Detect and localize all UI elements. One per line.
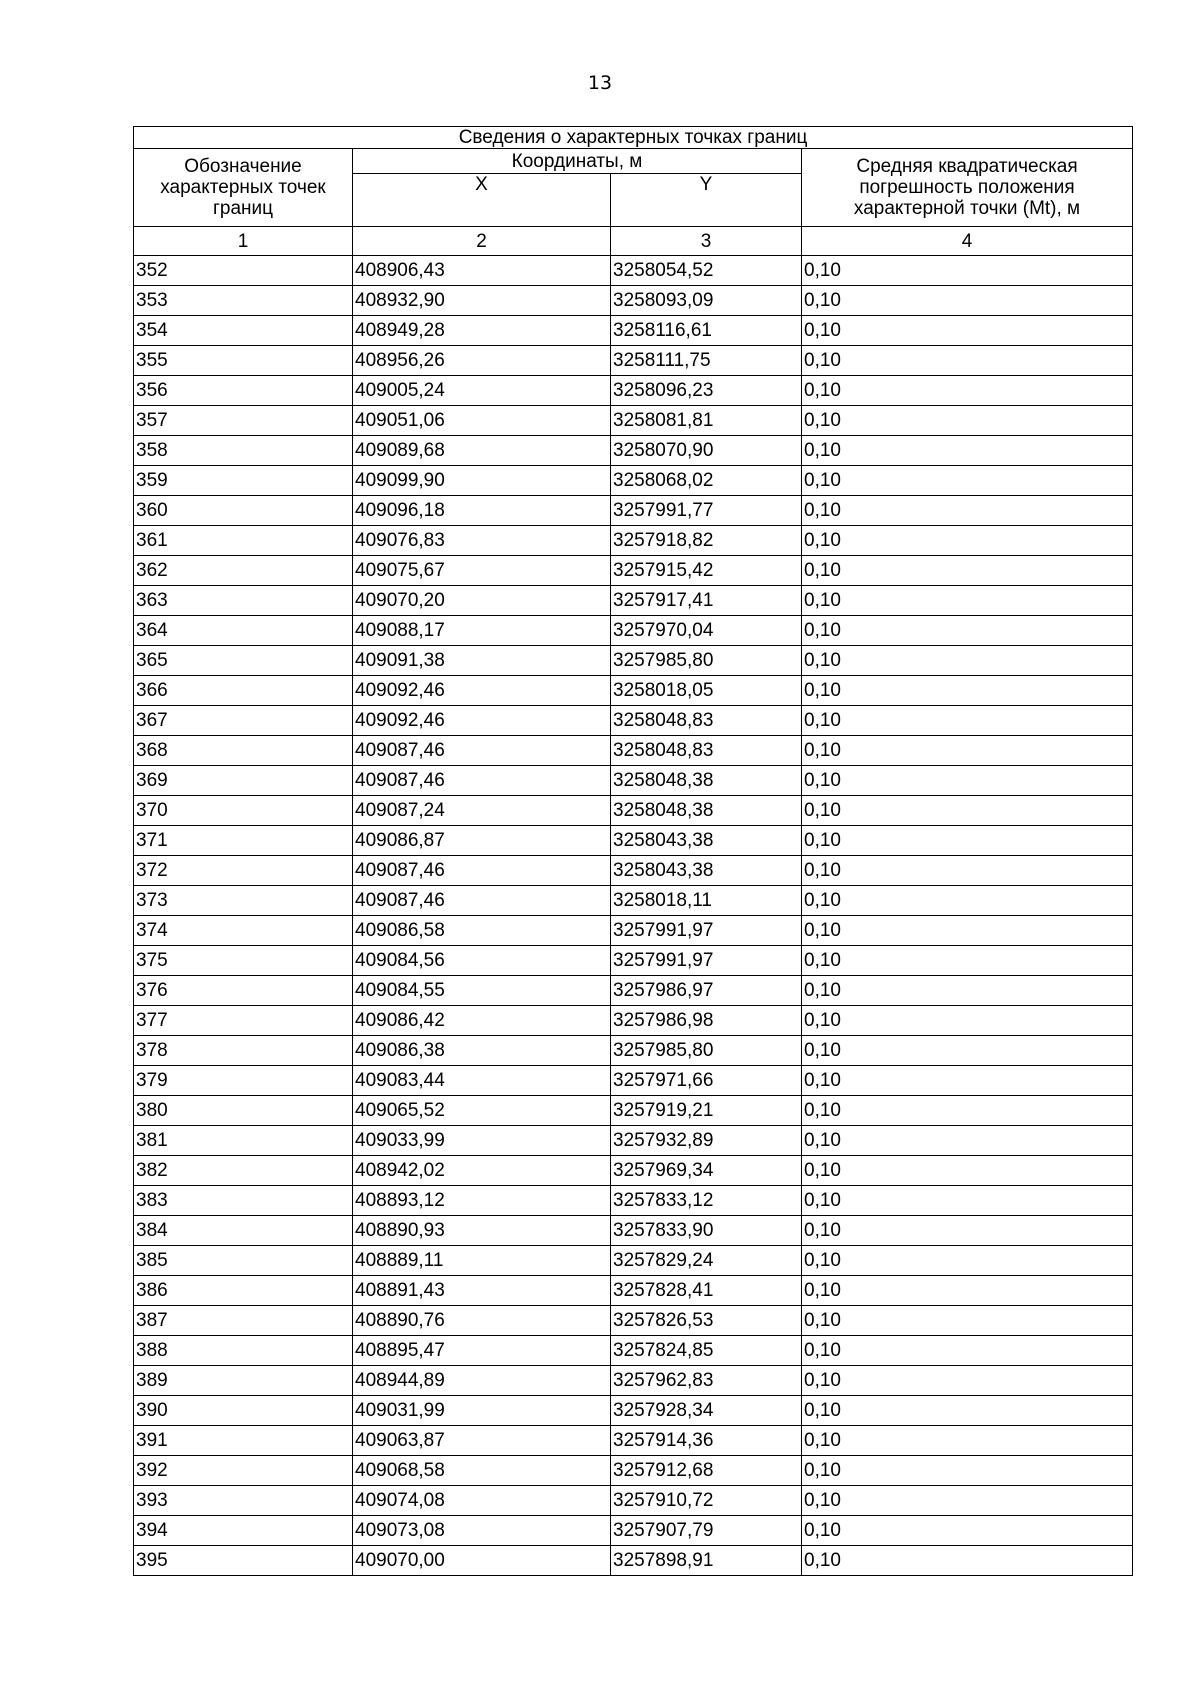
point-id-cell: 395 bbox=[134, 1546, 353, 1576]
point-id-cell: 390 bbox=[134, 1396, 353, 1426]
table-row bbox=[134, 706, 1133, 736]
x-coordinate-cell: 409089,68 bbox=[353, 436, 611, 466]
x-header: X bbox=[353, 174, 611, 227]
point-id-cell: 380 bbox=[134, 1096, 353, 1126]
table-row bbox=[134, 1186, 1133, 1216]
x-coordinate-cell: 408890,76 bbox=[353, 1306, 611, 1336]
mt-error-cell: 0,10 bbox=[802, 1006, 1133, 1036]
x-coordinate-cell: 408942,02 bbox=[353, 1156, 611, 1186]
table-row bbox=[134, 286, 1133, 316]
point-id-cell: 371 bbox=[134, 826, 353, 856]
mt-error-cell: 0,10 bbox=[802, 436, 1133, 466]
x-coordinate-cell: 408906,43 bbox=[353, 256, 611, 286]
table-row bbox=[134, 1066, 1133, 1096]
y-coordinate-cell: 3258043,38 bbox=[611, 826, 802, 856]
x-coordinate-cell: 409074,08 bbox=[353, 1486, 611, 1516]
x-coordinate-cell: 408893,12 bbox=[353, 1186, 611, 1216]
column-number: 2 bbox=[353, 227, 611, 256]
table-row bbox=[134, 1036, 1133, 1066]
point-id-cell: 378 bbox=[134, 1036, 353, 1066]
point-id-cell: 384 bbox=[134, 1216, 353, 1246]
x-coordinate-cell: 409092,46 bbox=[353, 706, 611, 736]
point-id-cell: 394 bbox=[134, 1516, 353, 1546]
point-id-cell: 392 bbox=[134, 1456, 353, 1486]
table-row bbox=[134, 1276, 1133, 1306]
x-coordinate-cell: 409096,18 bbox=[353, 496, 611, 526]
table-row bbox=[134, 1366, 1133, 1396]
table-row bbox=[134, 616, 1133, 646]
point-id-cell: 393 bbox=[134, 1486, 353, 1516]
x-coordinate-cell: 408890,93 bbox=[353, 1216, 611, 1246]
table-row bbox=[134, 556, 1133, 586]
mt-error-cell: 0,10 bbox=[802, 826, 1133, 856]
point-id-cell: 353 bbox=[134, 286, 353, 316]
mt-error-cell: 0,10 bbox=[802, 346, 1133, 376]
mt-error-cell: 0,10 bbox=[802, 946, 1133, 976]
y-coordinate-cell: 3258096,23 bbox=[611, 376, 802, 406]
point-id-cell: 372 bbox=[134, 856, 353, 886]
x-coordinate-cell: 409075,67 bbox=[353, 556, 611, 586]
x-coordinate-cell: 409086,58 bbox=[353, 916, 611, 946]
table-row bbox=[134, 376, 1133, 406]
point-id-cell: 383 bbox=[134, 1186, 353, 1216]
y-coordinate-cell: 3258018,11 bbox=[611, 886, 802, 916]
mt-error-cell: 0,10 bbox=[802, 1366, 1133, 1396]
x-coordinate-cell: 409099,90 bbox=[353, 466, 611, 496]
point-id-cell: 369 bbox=[134, 766, 353, 796]
mt-error-cell: 0,10 bbox=[802, 466, 1133, 496]
mt-error-cell: 0,10 bbox=[802, 646, 1133, 676]
table-row bbox=[134, 346, 1133, 376]
mt-error-cell: 0,10 bbox=[802, 406, 1133, 436]
y-coordinate-cell: 3258048,38 bbox=[611, 766, 802, 796]
table-row bbox=[134, 1456, 1133, 1486]
point-id-cell: 363 bbox=[134, 586, 353, 616]
point-id-cell: 379 bbox=[134, 1066, 353, 1096]
y-coordinate-cell: 3257991,97 bbox=[611, 916, 802, 946]
x-coordinate-cell: 408891,43 bbox=[353, 1276, 611, 1306]
x-coordinate-cell: 409086,38 bbox=[353, 1036, 611, 1066]
y-coordinate-cell: 3257986,97 bbox=[611, 976, 802, 1006]
table-row bbox=[134, 1006, 1133, 1036]
table-row bbox=[134, 1156, 1133, 1186]
point-id-cell: 381 bbox=[134, 1126, 353, 1156]
mt-error-cell: 0,10 bbox=[802, 766, 1133, 796]
table-row bbox=[134, 856, 1133, 886]
x-coordinate-cell: 409091,38 bbox=[353, 646, 611, 676]
y-coordinate-cell: 3257986,98 bbox=[611, 1006, 802, 1036]
y-coordinate-cell: 3258111,75 bbox=[611, 346, 802, 376]
y-coordinate-cell: 3258070,90 bbox=[611, 436, 802, 466]
x-coordinate-cell: 409065,52 bbox=[353, 1096, 611, 1126]
point-id-cell: 376 bbox=[134, 976, 353, 1006]
error-header-line: характерной точки (Mt), м bbox=[853, 198, 1081, 219]
table-row bbox=[134, 1396, 1133, 1426]
designation-header-line: Обозначение bbox=[184, 156, 302, 177]
table-row bbox=[134, 976, 1133, 1006]
table-row bbox=[134, 646, 1133, 676]
y-coordinate-cell: 3257907,79 bbox=[611, 1516, 802, 1546]
y-coordinate-cell: 3257824,85 bbox=[611, 1336, 802, 1366]
table-row bbox=[134, 316, 1133, 346]
x-coordinate-cell: 409084,56 bbox=[353, 946, 611, 976]
table-row bbox=[134, 916, 1133, 946]
point-id-cell: 357 bbox=[134, 406, 353, 436]
point-id-cell: 352 bbox=[134, 256, 353, 286]
table-row bbox=[134, 1306, 1133, 1336]
mt-error-cell: 0,10 bbox=[802, 1546, 1133, 1576]
mt-error-cell: 0,10 bbox=[802, 1306, 1133, 1336]
header-row bbox=[134, 149, 1133, 174]
point-id-cell: 367 bbox=[134, 706, 353, 736]
y-coordinate-cell: 3257962,83 bbox=[611, 1366, 802, 1396]
mt-error-cell: 0,10 bbox=[802, 616, 1133, 646]
y-coordinate-cell: 3257991,77 bbox=[611, 496, 802, 526]
mt-error-cell: 0,10 bbox=[802, 556, 1133, 586]
mt-error-cell: 0,10 bbox=[802, 286, 1133, 316]
mt-error-cell: 0,10 bbox=[802, 1516, 1133, 1546]
y-coordinate-cell: 3257912,68 bbox=[611, 1456, 802, 1486]
table-row bbox=[134, 796, 1133, 826]
x-coordinate-cell: 409087,46 bbox=[353, 736, 611, 766]
x-coordinate-cell: 408889,11 bbox=[353, 1246, 611, 1276]
table-row bbox=[134, 826, 1133, 856]
point-id-cell: 382 bbox=[134, 1156, 353, 1186]
y-coordinate-cell: 3257917,41 bbox=[611, 586, 802, 616]
point-id-cell: 374 bbox=[134, 916, 353, 946]
point-id-cell: 366 bbox=[134, 676, 353, 706]
x-coordinate-cell: 409076,83 bbox=[353, 526, 611, 556]
mt-error-cell: 0,10 bbox=[802, 1216, 1133, 1246]
table-row bbox=[134, 466, 1133, 496]
mt-error-cell: 0,10 bbox=[802, 1066, 1133, 1096]
y-coordinate-cell: 3257919,21 bbox=[611, 1096, 802, 1126]
x-coordinate-cell: 409070,20 bbox=[353, 586, 611, 616]
table-row bbox=[134, 946, 1133, 976]
point-id-cell: 355 bbox=[134, 346, 353, 376]
x-coordinate-cell: 409087,46 bbox=[353, 766, 611, 796]
x-coordinate-cell: 409031,99 bbox=[353, 1396, 611, 1426]
mt-error-cell: 0,10 bbox=[802, 1096, 1133, 1126]
column-number: 4 bbox=[802, 227, 1133, 256]
x-coordinate-cell: 409086,42 bbox=[353, 1006, 611, 1036]
x-coordinate-cell: 409084,55 bbox=[353, 976, 611, 1006]
mt-error-cell: 0,10 bbox=[802, 316, 1133, 346]
mt-error-cell: 0,10 bbox=[802, 676, 1133, 706]
point-id-cell: 354 bbox=[134, 316, 353, 346]
mt-error-cell: 0,10 bbox=[802, 496, 1133, 526]
column-number-row bbox=[134, 227, 1133, 256]
y-coordinate-cell: 3258043,38 bbox=[611, 856, 802, 886]
x-coordinate-cell: 408949,28 bbox=[353, 316, 611, 346]
table-row bbox=[134, 586, 1133, 616]
mt-error-cell: 0,10 bbox=[802, 376, 1133, 406]
error-header-line: Средняя квадратическая bbox=[856, 156, 1078, 177]
error-header bbox=[802, 149, 1133, 227]
mt-error-cell: 0,10 bbox=[802, 1156, 1133, 1186]
y-coordinate-cell: 3257991,97 bbox=[611, 946, 802, 976]
point-id-cell: 364 bbox=[134, 616, 353, 646]
x-coordinate-cell: 408956,26 bbox=[353, 346, 611, 376]
point-id-cell: 368 bbox=[134, 736, 353, 766]
mt-error-cell: 0,10 bbox=[802, 1036, 1133, 1066]
point-id-cell: 359 bbox=[134, 466, 353, 496]
table-row bbox=[134, 736, 1133, 766]
x-coordinate-cell: 409070,00 bbox=[353, 1546, 611, 1576]
column-number: 1 bbox=[134, 227, 353, 256]
y-coordinate-cell: 3257910,72 bbox=[611, 1486, 802, 1516]
table-row bbox=[134, 1516, 1133, 1546]
y-coordinate-cell: 3258018,05 bbox=[611, 676, 802, 706]
y-coordinate-cell: 3258048,83 bbox=[611, 736, 802, 766]
mt-error-cell: 0,10 bbox=[802, 1186, 1133, 1216]
table-row bbox=[134, 526, 1133, 556]
y-coordinate-cell: 3257985,80 bbox=[611, 1036, 802, 1066]
point-id-cell: 391 bbox=[134, 1426, 353, 1456]
table-row bbox=[134, 1246, 1133, 1276]
x-coordinate-cell: 409063,87 bbox=[353, 1426, 611, 1456]
mt-error-cell: 0,10 bbox=[802, 706, 1133, 736]
mt-error-cell: 0,10 bbox=[802, 256, 1133, 286]
y-coordinate-cell: 3257932,89 bbox=[611, 1126, 802, 1156]
column-number: 3 bbox=[611, 227, 802, 256]
x-coordinate-cell: 409087,46 bbox=[353, 886, 611, 916]
mt-error-cell: 0,10 bbox=[802, 1126, 1133, 1156]
table-row bbox=[134, 1126, 1133, 1156]
point-id-cell: 373 bbox=[134, 886, 353, 916]
point-id-cell: 362 bbox=[134, 556, 353, 586]
x-coordinate-cell: 409088,17 bbox=[353, 616, 611, 646]
y-coordinate-cell: 3258081,81 bbox=[611, 406, 802, 436]
mt-error-cell: 0,10 bbox=[802, 796, 1133, 826]
point-id-cell: 387 bbox=[134, 1306, 353, 1336]
table-row bbox=[134, 886, 1133, 916]
y-coordinate-cell: 3257898,91 bbox=[611, 1546, 802, 1576]
table-row bbox=[134, 1426, 1133, 1456]
x-coordinate-cell: 408944,89 bbox=[353, 1366, 611, 1396]
y-coordinate-cell: 3257833,12 bbox=[611, 1186, 802, 1216]
table-title-row bbox=[134, 127, 1133, 149]
designation-header-line: границ bbox=[212, 198, 274, 219]
y-coordinate-cell: 3257915,42 bbox=[611, 556, 802, 586]
table-row bbox=[134, 1486, 1133, 1516]
point-id-cell: 358 bbox=[134, 436, 353, 466]
x-coordinate-cell: 408895,47 bbox=[353, 1336, 611, 1366]
mt-error-cell: 0,10 bbox=[802, 736, 1133, 766]
page-number: 13 bbox=[587, 72, 613, 94]
table-row bbox=[134, 1336, 1133, 1366]
y-coordinate-cell: 3257970,04 bbox=[611, 616, 802, 646]
mt-error-cell: 0,10 bbox=[802, 1486, 1133, 1516]
x-coordinate-cell: 409073,08 bbox=[353, 1516, 611, 1546]
mt-error-cell: 0,10 bbox=[802, 1336, 1133, 1366]
y-coordinate-cell: 3257828,41 bbox=[611, 1276, 802, 1306]
y-coordinate-cell: 3258048,83 bbox=[611, 706, 802, 736]
x-coordinate-cell: 409005,24 bbox=[353, 376, 611, 406]
table-row bbox=[134, 766, 1133, 796]
x-coordinate-cell: 409087,24 bbox=[353, 796, 611, 826]
y-coordinate-cell: 3257985,80 bbox=[611, 646, 802, 676]
y-header: Y bbox=[611, 174, 802, 227]
boundary-points-table bbox=[133, 126, 1133, 1576]
designation-header bbox=[134, 149, 353, 227]
y-coordinate-cell: 3257969,34 bbox=[611, 1156, 802, 1186]
y-coordinate-cell: 3257826,53 bbox=[611, 1306, 802, 1336]
y-coordinate-cell: 3258068,02 bbox=[611, 466, 802, 496]
y-coordinate-cell: 3257833,90 bbox=[611, 1216, 802, 1246]
x-coordinate-cell: 409068,58 bbox=[353, 1456, 611, 1486]
table-row bbox=[134, 256, 1133, 286]
point-id-cell: 375 bbox=[134, 946, 353, 976]
table-row bbox=[134, 1096, 1133, 1126]
table-row bbox=[134, 496, 1133, 526]
mt-error-cell: 0,10 bbox=[802, 886, 1133, 916]
x-coordinate-cell: 409051,06 bbox=[353, 406, 611, 436]
y-coordinate-cell: 3258116,61 bbox=[611, 316, 802, 346]
x-coordinate-cell: 409086,87 bbox=[353, 826, 611, 856]
point-id-cell: 360 bbox=[134, 496, 353, 526]
y-coordinate-cell: 3258054,52 bbox=[611, 256, 802, 286]
table-row bbox=[134, 676, 1133, 706]
point-id-cell: 386 bbox=[134, 1276, 353, 1306]
table-row bbox=[134, 1546, 1133, 1576]
x-coordinate-cell: 409087,46 bbox=[353, 856, 611, 886]
x-coordinate-cell: 409033,99 bbox=[353, 1126, 611, 1156]
point-id-cell: 389 bbox=[134, 1366, 353, 1396]
mt-error-cell: 0,10 bbox=[802, 1276, 1133, 1306]
point-id-cell: 365 bbox=[134, 646, 353, 676]
y-coordinate-cell: 3257918,82 bbox=[611, 526, 802, 556]
mt-error-cell: 0,10 bbox=[802, 1396, 1133, 1426]
point-id-cell: 388 bbox=[134, 1336, 353, 1366]
table-row bbox=[134, 436, 1133, 466]
y-coordinate-cell: 3257971,66 bbox=[611, 1066, 802, 1096]
coordinates-header: Координаты, м bbox=[353, 149, 802, 174]
point-id-cell: 385 bbox=[134, 1246, 353, 1276]
table-title: Сведения о характерных точках границ bbox=[134, 127, 1133, 149]
point-id-cell: 356 bbox=[134, 376, 353, 406]
mt-error-cell: 0,10 bbox=[802, 1456, 1133, 1486]
mt-error-cell: 0,10 bbox=[802, 526, 1133, 556]
table-row bbox=[134, 406, 1133, 436]
mt-error-cell: 0,10 bbox=[802, 916, 1133, 946]
error-header-line: погрешность положения bbox=[859, 177, 1075, 198]
y-coordinate-cell: 3258093,09 bbox=[611, 286, 802, 316]
y-coordinate-cell: 3257914,36 bbox=[611, 1426, 802, 1456]
point-id-cell: 361 bbox=[134, 526, 353, 556]
mt-error-cell: 0,10 bbox=[802, 1246, 1133, 1276]
mt-error-cell: 0,10 bbox=[802, 1426, 1133, 1456]
x-coordinate-cell: 409092,46 bbox=[353, 676, 611, 706]
point-id-cell: 377 bbox=[134, 1006, 353, 1036]
mt-error-cell: 0,10 bbox=[802, 586, 1133, 616]
x-coordinate-cell: 408932,90 bbox=[353, 286, 611, 316]
table-row bbox=[134, 1216, 1133, 1246]
point-id-cell: 370 bbox=[134, 796, 353, 826]
y-coordinate-cell: 3257829,24 bbox=[611, 1246, 802, 1276]
x-coordinate-cell: 409083,44 bbox=[353, 1066, 611, 1096]
y-coordinate-cell: 3257928,34 bbox=[611, 1396, 802, 1426]
mt-error-cell: 0,10 bbox=[802, 856, 1133, 886]
mt-error-cell: 0,10 bbox=[802, 976, 1133, 1006]
y-coordinate-cell: 3258048,38 bbox=[611, 796, 802, 826]
designation-header-line: характерных точек bbox=[160, 177, 326, 198]
